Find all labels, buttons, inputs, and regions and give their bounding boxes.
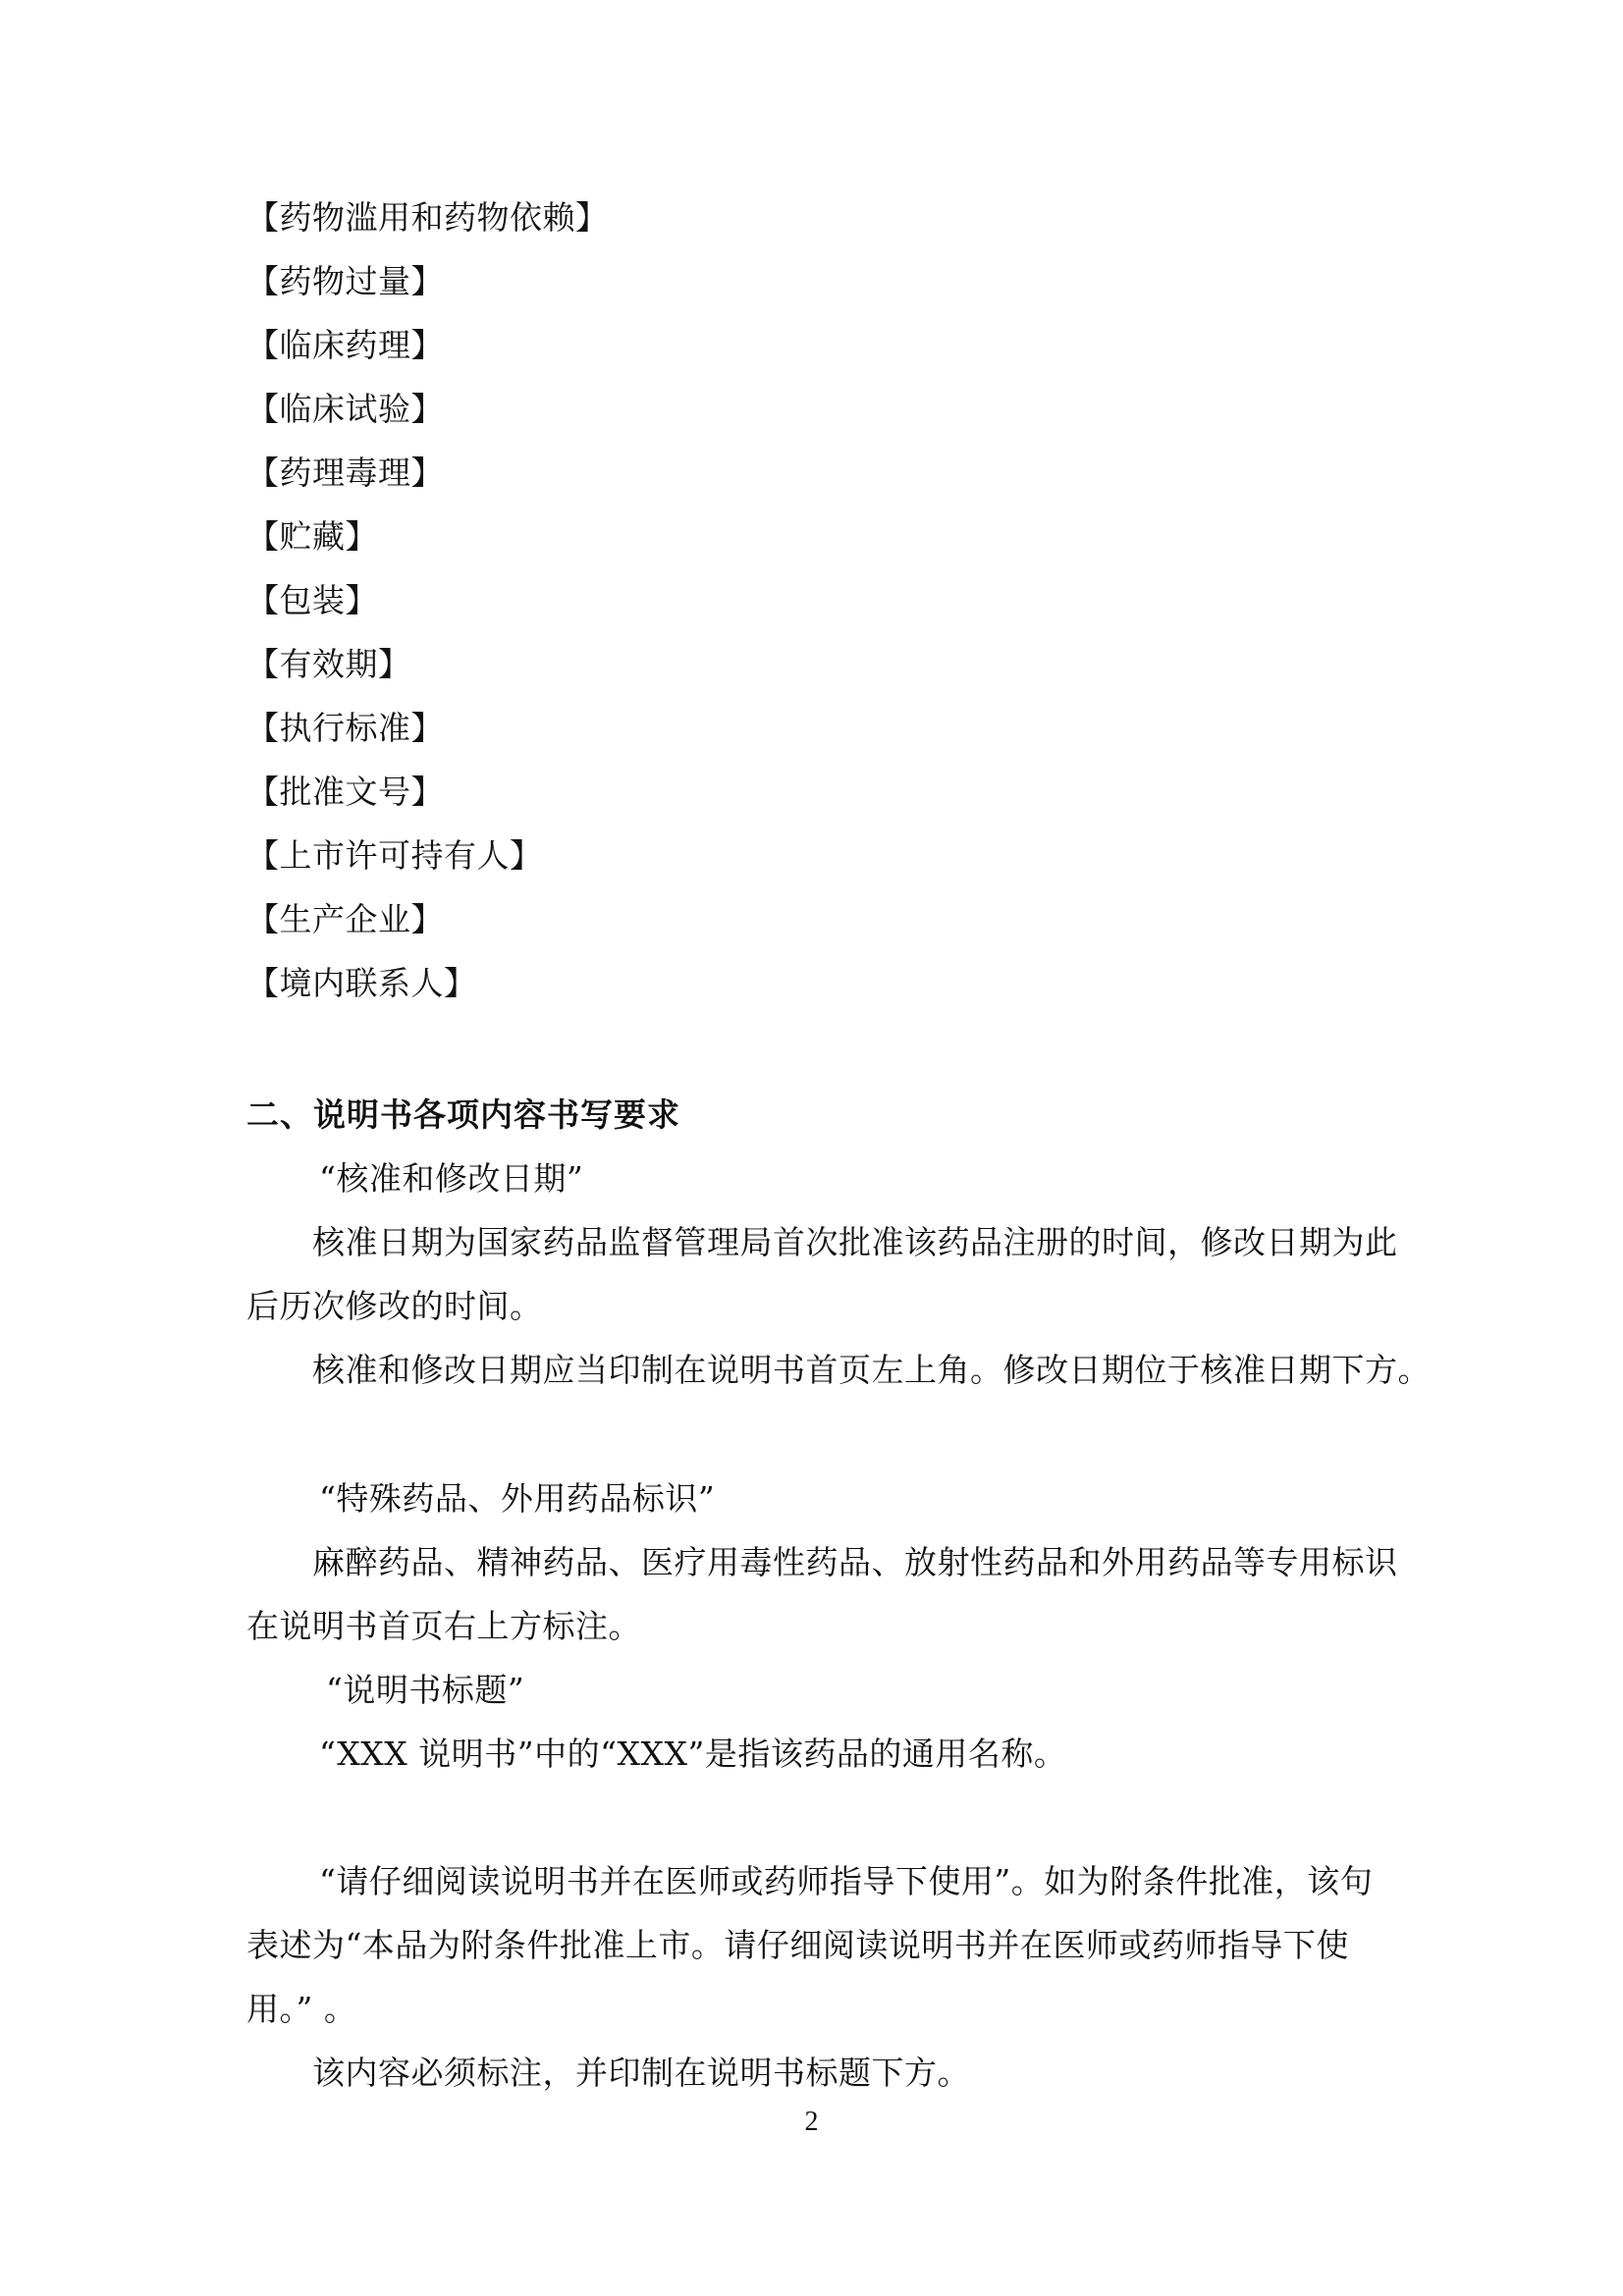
special-marks-paragraph-cont: 在说明书首页右上方标注。 <box>246 1607 641 1645</box>
section-item-clinical-trials: 【临床试验】 <box>246 390 444 428</box>
read-carefully-paragraph-cont-1: 表述为“本品为附条件批准上市。请仔细阅读说明书并在医师或药师指导下使 <box>246 1926 1349 1964</box>
read-carefully-paragraph-cont-2: 用。” 。 <box>246 1990 357 2028</box>
insert-title-title: “说明书标题” <box>326 1671 525 1709</box>
approval-date-title: “核准和修改日期” <box>319 1159 584 1198</box>
section-item-manufacturer: 【生产企业】 <box>246 900 444 938</box>
section-item-domestic-contact: 【境内联系人】 <box>246 964 477 1002</box>
section-item-validity: 【有效期】 <box>246 645 411 683</box>
section-heading: 二、说明书各项内容书写要求 <box>246 1095 680 1134</box>
approval-date-paragraph-2: 核准和修改日期应当印制在说明书首页左上角。修改日期位于核准日期下方。 <box>312 1351 1431 1389</box>
approval-date-paragraph-1-cont: 后历次修改的时间。 <box>246 1287 543 1325</box>
special-marks-paragraph: 麻醉药品、精神药品、医疗用毒性药品、放射性药品和外用药品等专用标识 <box>312 1543 1398 1581</box>
section-item-mah: 【上市许可持有人】 <box>246 836 543 875</box>
read-carefully-paragraph: “请仔细阅读说明书并在医师或药师指导下使用”。如为附条件批准，该句 <box>319 1862 1374 1900</box>
special-marks-title: “特殊药品、外用药品标识” <box>319 1479 716 1518</box>
section-item-standard: 【执行标准】 <box>246 709 444 747</box>
section-item-packaging: 【包装】 <box>246 581 378 619</box>
section-item-overdose: 【药物过量】 <box>246 262 444 300</box>
section-item-pharmacology-toxicology: 【药理毒理】 <box>246 454 444 492</box>
section-item-clinical-pharmacology: 【临床药理】 <box>246 326 444 364</box>
read-carefully-requirement: 该内容必须标注，并印制在说明书标题下方。 <box>312 2054 970 2092</box>
section-item-storage: 【贮藏】 <box>246 517 378 556</box>
page-number: 2 <box>804 2107 819 2137</box>
approval-date-paragraph-1: 核准日期为国家药品监督管理局首次批准该药品注册的时间，修改日期为此 <box>312 1223 1398 1261</box>
section-item-drug-abuse: 【药物滥用和药物依赖】 <box>246 198 609 237</box>
section-item-approval-number: 【批准文号】 <box>246 773 444 811</box>
insert-title-paragraph: “XXX 说明书”中的“XXX”是指该药品的通用名称。 <box>319 1735 1067 1773</box>
